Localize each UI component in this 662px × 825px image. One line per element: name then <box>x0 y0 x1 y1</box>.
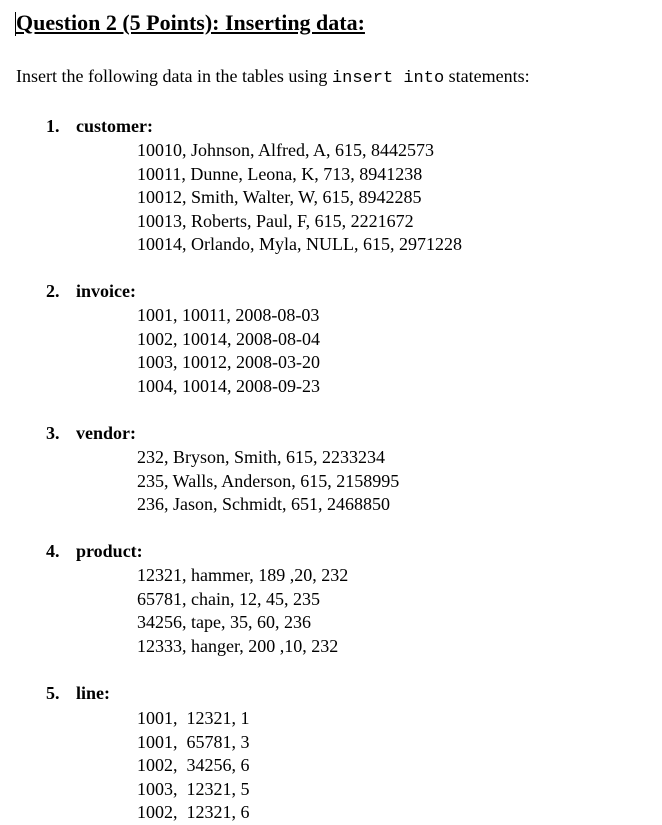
section-number: 3. <box>46 423 60 443</box>
data-row: 10014, Orlando, Myla, NULL, 615, 2971228 <box>137 234 462 255</box>
data-row: 65781, chain, 12, 45, 235 <box>137 588 320 609</box>
intro-code: insert into <box>331 69 445 88</box>
data-row: 235, Walls, Anderson, 615, 2158995 <box>137 470 400 491</box>
section-number: 1. <box>46 116 60 136</box>
intro-paragraph <box>16 66 530 88</box>
data-row: 232, Bryson, Smith, 615, 2233234 <box>137 447 386 467</box>
data-row: 1002, 12321, 6 <box>137 802 250 823</box>
section-name: product: <box>76 541 143 561</box>
section-number: 5. <box>46 683 60 703</box>
section-name: line: <box>76 683 110 703</box>
data-row: 1001, 12321, 1 <box>137 708 250 728</box>
section-rows <box>137 139 462 257</box>
question-title: Question 2 (5 Points): Inserting data: <box>16 10 365 35</box>
section-number: 4. <box>46 541 60 561</box>
data-row: 1003, 10012, 2008-03-20 <box>137 352 320 373</box>
data-row: 10013, Roberts, Paul, F, 615, 2221672 <box>137 210 414 231</box>
data-row: 10012, Smith, Walter, W, 615, 8942285 <box>137 187 422 208</box>
section-rows <box>137 564 348 658</box>
data-row: 34256, tape, 35, 60, 236 <box>137 612 311 633</box>
section-name: invoice: <box>76 281 136 301</box>
section-rows <box>137 446 399 517</box>
data-row: 1002, 34256, 6 <box>137 755 250 776</box>
data-row: 1001, 10011, 2008-08-03 <box>137 305 320 325</box>
section-name: customer: <box>76 116 153 136</box>
data-row: 236, Jason, Schmidt, 651, 2468850 <box>137 494 391 515</box>
data-row: 12333, hanger, 200 ,10, 232 <box>137 635 339 656</box>
data-row: 10010, Johnson, Alfred, A, 615, 8442573 <box>137 140 434 160</box>
data-row: 1004, 10014, 2008-09-23 <box>137 375 320 396</box>
intro-text-after: statements: <box>444 66 530 86</box>
data-row: 1002, 10014, 2008-08-04 <box>137 328 320 349</box>
section-name: vendor: <box>76 423 136 443</box>
section-rows <box>137 707 250 825</box>
data-row: 12321, hammer, 189 ,20, 232 <box>137 565 349 585</box>
data-row: 1003, 12321, 5 <box>137 778 250 799</box>
section-rows <box>137 304 320 398</box>
data-row: 10011, Dunne, Leona, K, 713, 8941238 <box>137 163 423 184</box>
section-number: 2. <box>46 281 60 301</box>
data-row: 1001, 65781, 3 <box>137 731 250 752</box>
intro-text-before: Insert the following data in the tables using <box>16 66 332 86</box>
